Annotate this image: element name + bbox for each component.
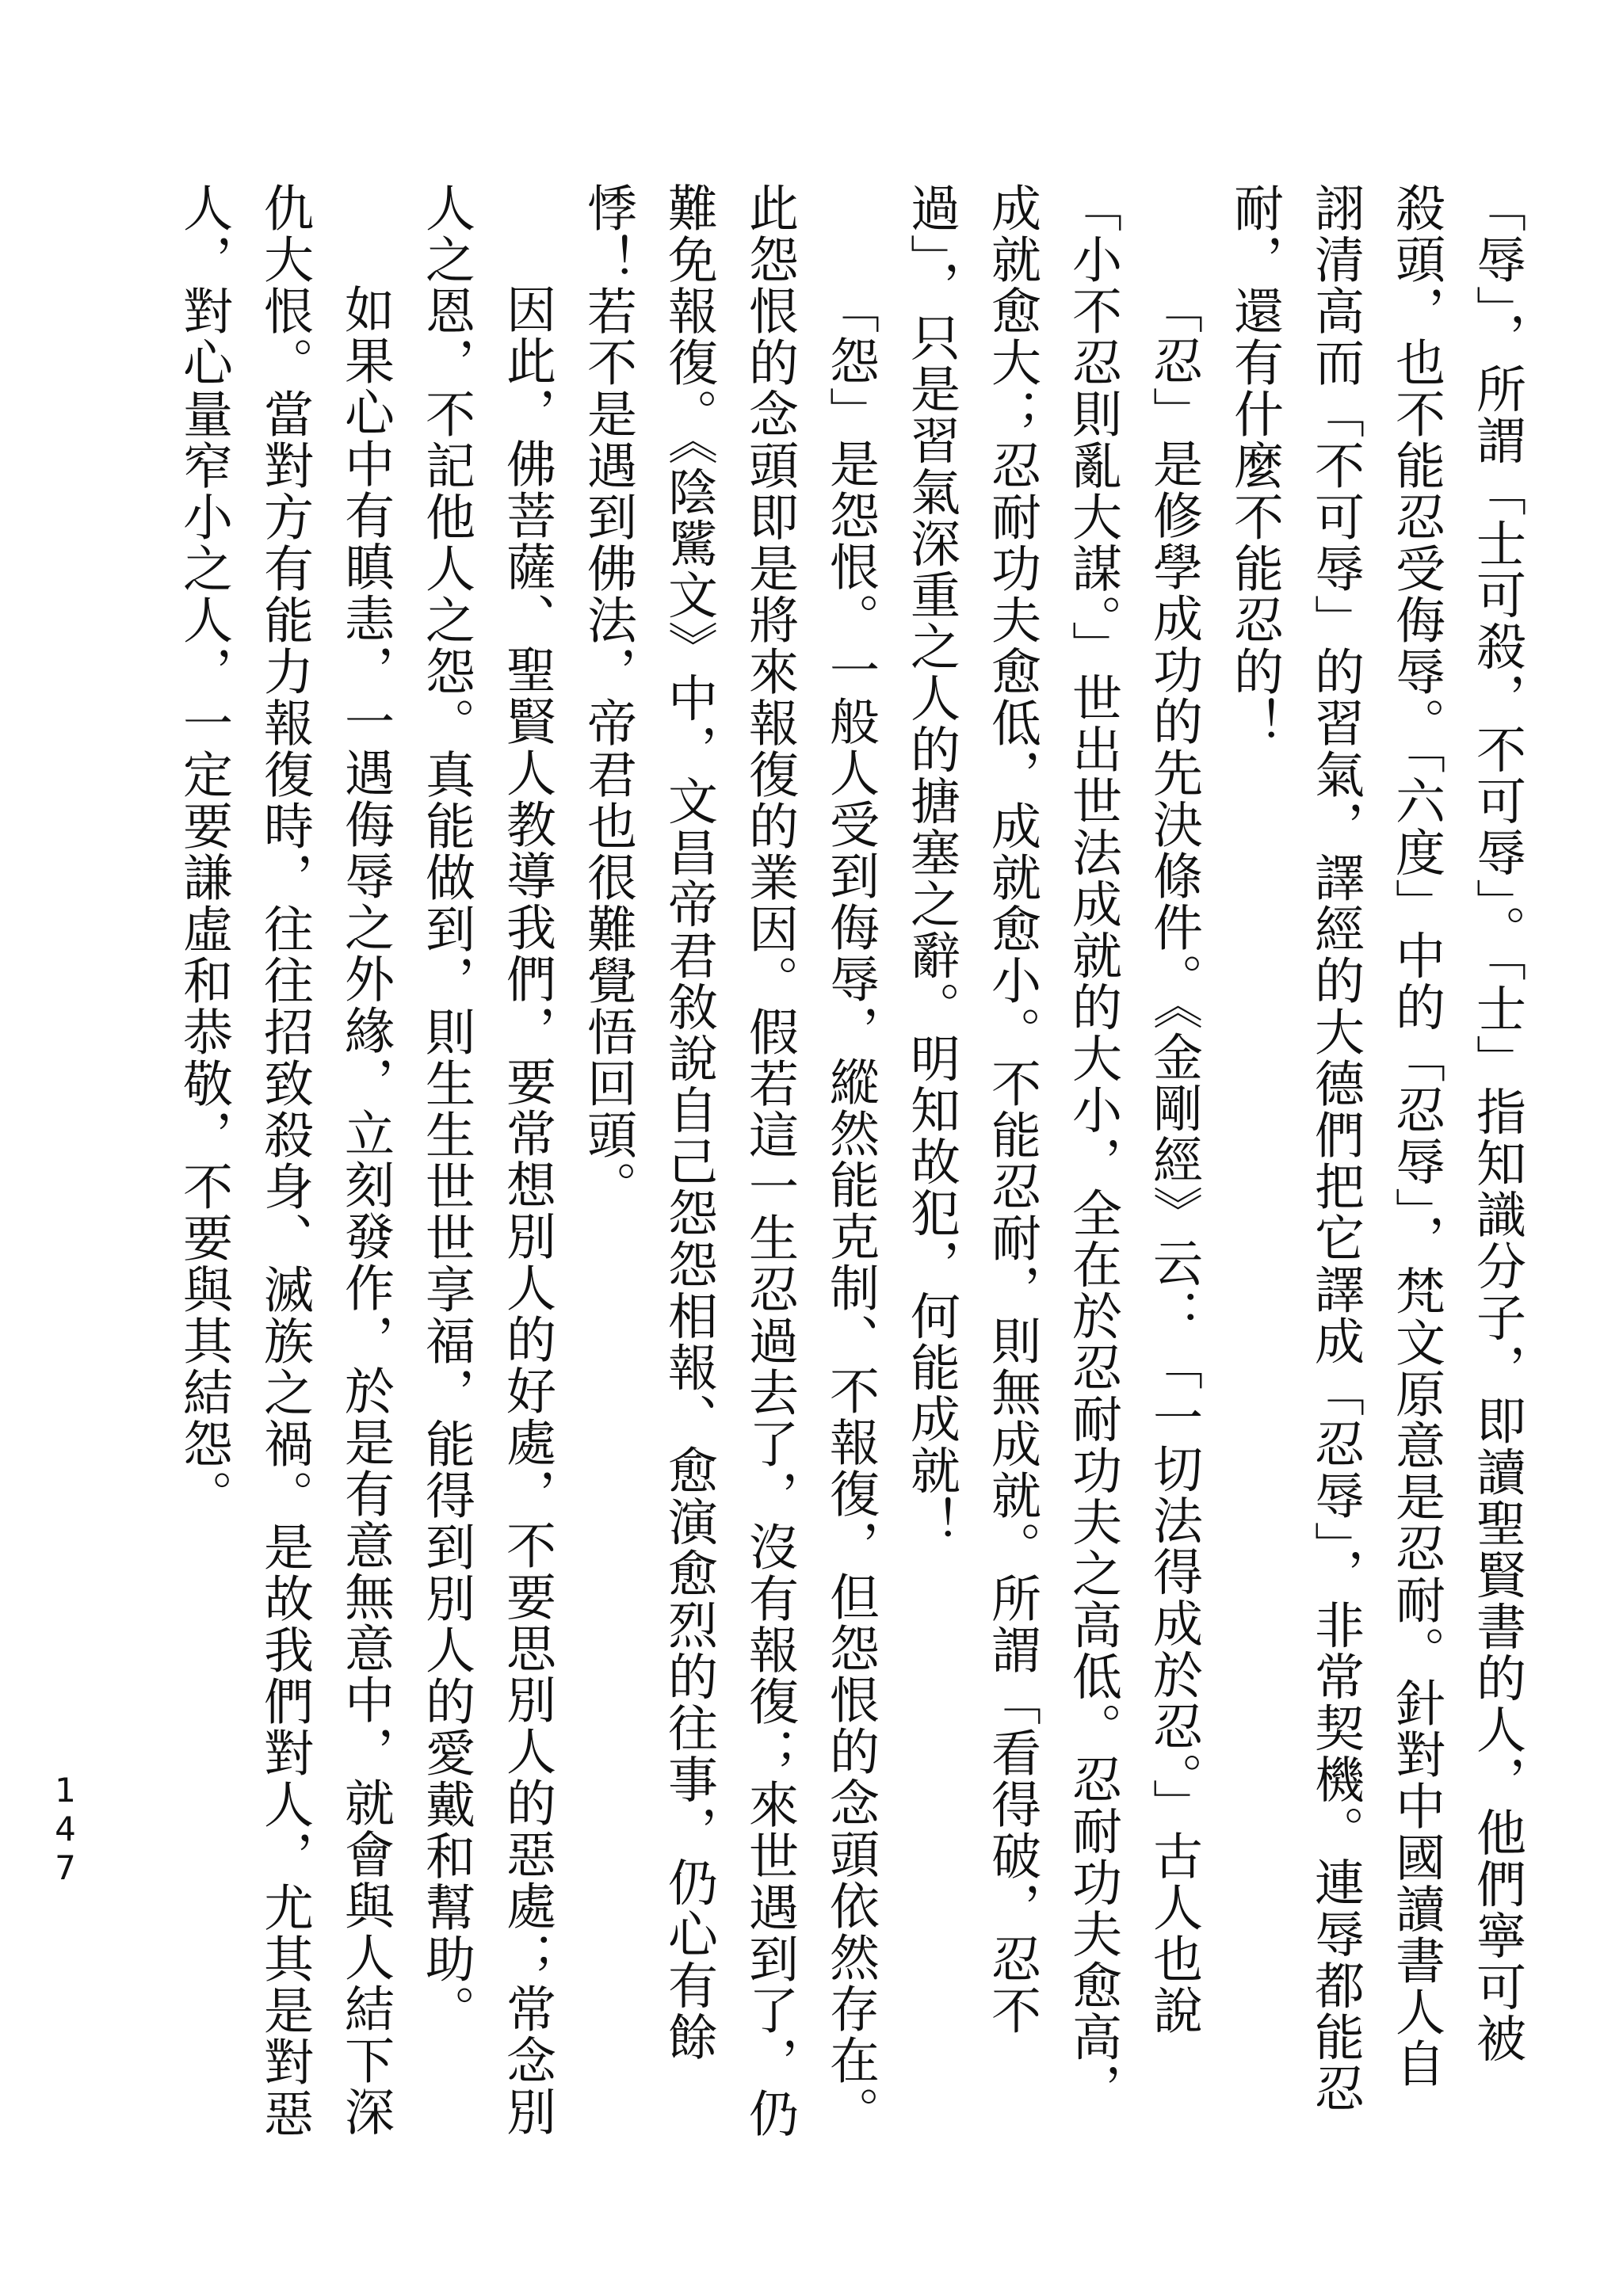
text-line-6: 「小不忍則亂大謀。」世出世法成就的大小，全在於忍耐功夫之高低。忍耐功夫愈高， [1064,182,1122,2115]
text-line-10: 此怨恨的念頭即是將來報復的業因。假若這一生忍過去了，沒有報復；來世遇到了，仍 [741,182,799,2139]
text-line-7: 成就愈大；忍耐功夫愈低，成就愈小。不能忍耐，則無成就。所謂「看得破，忍不 [983,182,1041,2036]
text-line-14: 人之恩，不記他人之怨。真能做到，則生生世世享福，能得到別人的愛戴和幫助。 [418,182,475,2036]
text-line-11: 難免報復。《陰騭文》中，文昌帝君敘說自己怨怨相報、愈演愈烈的往事，仍心有餘 [660,182,718,2063]
text-line-16: 仇大恨。當對方有能力報復時，往往招致殺身、滅族之禍。是故我們對人，尤其是對惡 [256,182,314,2139]
vertical-text-body [163,182,1537,2139]
text-line-15: 如果心中有瞋恚，一遇侮辱之外緣，立刻發作，於是有意無意中，就會與人結下深 [337,284,395,2138]
text-line-8: 過」，只是習氣深重之人的搪塞之辭。明知故犯，何能成就！ [903,182,960,1548]
text-line-13: 因此，佛菩薩、聖賢人教導我們，要常想別人的好處，不要思別人的惡處；常念別 [498,284,556,2138]
text-line-17: 人，對心量窄小之人，一定要謙虛和恭敬，不要與其結怨。 [175,182,233,1521]
text-line-2: 殺頭，也不能忍受侮辱。「六度」中的「忍辱」，梵文原意是忍耐。針對中國讀書人自 [1388,182,1445,2089]
text-line-12: 悸！若不是遇到佛法，帝君也很難覺悟回頭。 [579,182,637,1212]
text-line-4: 耐，還有什麼不能忍的！ [1226,182,1284,749]
text-line-5: 「忍」是修學成功的先決條件。《金剛經》云：「一切法得成於忍。」古人也說 [1145,284,1203,2036]
text-line-9: 「怨」是怨恨。一般人受到侮辱，縱然能克制、不報復，但怨恨的念頭依然存在。 [822,284,880,2138]
text-line-3: 詡清高而「不可辱」的習氣，譯經的大德們把它譯成「忍辱」，非常契機。連辱都能忍 [1307,182,1365,2115]
page-number: 147 [46,1771,85,1887]
text-line-1: 「辱」，所謂「士可殺，不可辱」。「士」指知識分子，即讀聖賢書的人，他們寧可被 [1468,182,1526,2065]
